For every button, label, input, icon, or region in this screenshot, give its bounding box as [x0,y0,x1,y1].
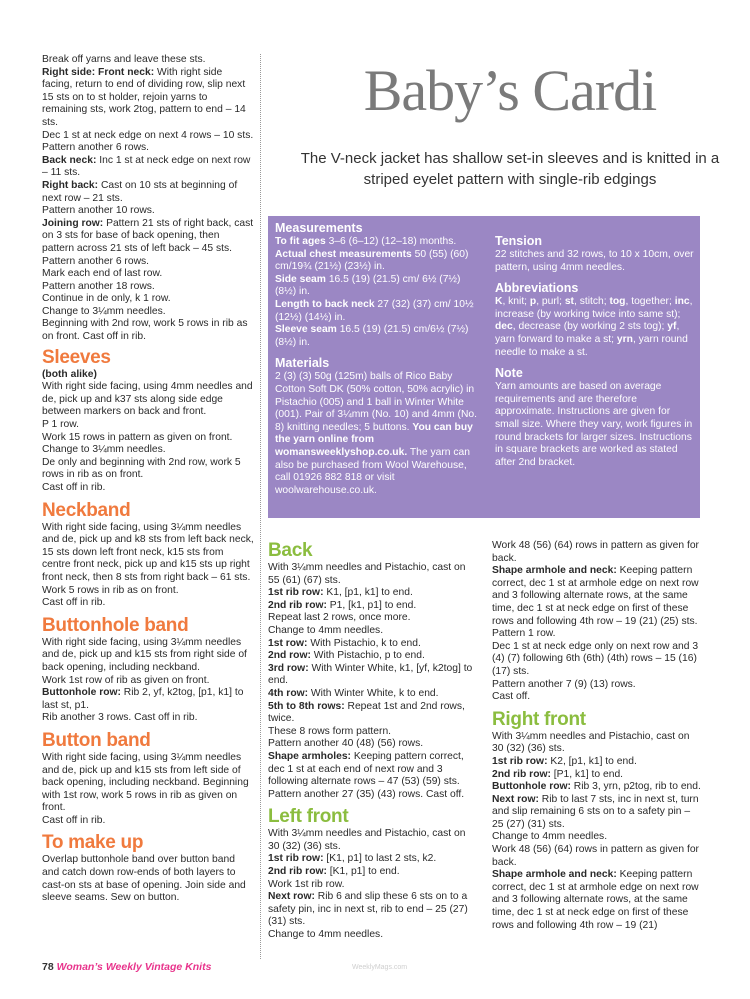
sleeves-heading: Sleeves [42,346,111,368]
paragraph: With right side facing, using 3¼mm needles and de, pick up and k15 sts from left side of back opening, including neckband. Beginning with 1st row, work 5 rows in rib as given on front. [42,751,249,814]
paragraph: Shape armhole and neck: Keeping pattern correct, dec 1 st at armhole edge on next row and 3 following alternate rows, at the same time, dec 1 st at neck edge on first of these rows and following 4th row – 19 (21) [492,869,699,931]
sleeves-subheading: (both alike) [42,368,97,380]
paragraph: Pattern another 10 rows. [42,205,155,217]
paragraph: 5th to 8th rows: Repeat 1st and 2nd rows, twice. [268,700,465,725]
paragraph: 3rd row: With Winter White, k1, [yf, k2tog] to end. [268,662,473,687]
left-front-continued-paragraphs [492,540,702,704]
paragraph: Mark each end of last row. [42,268,163,280]
paragraph: De only and beginning with 2nd row, work 5 rows in rib as on front. [42,456,241,481]
paragraph: Dec 1 st at neck edge only on next row and 3 (4) (7) following 6th (6th) (4th) rows – 15 (16) (17) sts. [492,640,699,677]
paragraph: Cast off in rib. [42,814,106,826]
paragraph: Pattern another 18 rows. [42,280,155,292]
paragraph: Cast off. [492,691,531,703]
paragraph: 4th row: With Winter White, k to end. [268,687,439,699]
abbreviations-paragraphs [495,296,695,359]
paragraph: With right side facing, using 3¼mm needles and de, pick up and k15 sts from right side of back opening, including neckband. [42,636,247,673]
button-band-heading: Button band [42,729,151,751]
left-front-heading: Left front [268,806,349,828]
page-subtitle: The V-neck jacket has shallow set-in sleeves and is knitted in a striped eyelet pattern with single-rib edgings [300,150,720,188]
paragraph: Length to back neck 27 (32) (37) cm/ 10½ (12½) (14½) in. [275,298,474,323]
make-up-paragraphs [42,854,254,904]
watermark: WeeklyMags.com [352,964,408,971]
paragraph: K, knit; p, purl; st, stitch; tog, together; inc, increase (by working twice into same st); dec, decrease (by working 2 sts tog); yf, yarn forward to make a st; yrn, yarn round needle to make a st. [495,296,693,358]
paragraph: With right side facing, using 4mm needles and de, pick up and k37 sts along side edge between markers on back and front. [42,381,253,418]
left-front-paragraphs [268,828,478,941]
paragraph: P 1 row. [42,419,80,431]
paragraph: Change to 3¼mm needles. [42,305,166,317]
paragraph: Yarn amounts are based on average requirements and are therefore approximate. Instructions are given for small size. Where they vary, work figures in round brackets for larger sizes. Instructions in square brackets are worked as stated after 2nd bracket. [495,381,693,468]
paragraph: 1st row: With Pistachio, k to end. [268,637,421,649]
page-title: Baby’s Cardi [363,58,657,123]
paragraph: 2nd rib row: [P1, k1] to end. [492,768,624,780]
paragraph: Back neck: Inc 1 st at neck edge on next row – 11 sts. [42,154,251,179]
paragraph: With 3¼mm needles and Pistachio, cast on 30 (32) (36) sts. [268,828,466,852]
paragraph: Pattern another 6 rows. [42,142,150,154]
column-divider [260,54,261,959]
back-paragraphs [268,562,478,801]
paragraph: Work 1st rib row. [268,878,345,890]
paragraph: With 3¼mm needles and Pistachio, cast on 55 (61) (67) sts. [268,562,466,586]
paragraph: Continue in de only, k 1 row. [42,293,171,305]
paragraph: Beginning with 2nd row, work 5 rows in rib as on front. Cast off in rib. [42,318,248,343]
paragraph: Next row: Rib 6 and slip these 6 sts on to a safety pin, inc in next st, rib to end – 25 (27) (31) sts. [268,891,468,928]
paragraph: Joining row: Pattern 21 sts of right back, cast on 3 sts for base of back opening, then pattern across 21 sts of left back – 45 sts. [42,217,254,254]
paragraph: Work 5 rows in rib as on front. [42,584,179,596]
make-up-heading: To make up [42,832,144,854]
paragraph: Shape armholes: Keeping pattern correct, dec 1 st at each end of next row and 3 following alternate rows – 47 (53) (59) sts. [268,750,464,788]
paragraph: 1st rib row: [K1, p1] to last 2 sts, k2. [268,853,437,865]
paragraph: Next row: Rib to last 7 sts, inc in next st, turn and slip remaining 6 sts on to a safety pin – 25 (27) (31) sts. [492,793,699,830]
note-heading: Note [495,366,523,381]
paragraph: Overlap buttonhole band over button band and catch down row-ends of both layers to cast-on sts at base of opening. Join side and sleeve seams. Sew on button. [42,854,246,904]
paragraph: Work 48 (56) (64) rows in pattern as given for back. [492,844,699,868]
abbreviations-heading: Abbreviations [495,281,579,296]
sleeves-paragraphs [42,381,254,494]
paragraph: These 8 rows form pattern. [268,725,392,737]
paragraph: Pattern another 27 (35) (43) rows. Cast off. [268,788,465,800]
paragraph: Actual chest measurements 50 (55) (60) cm/19¾ (21½) (23½) in. [275,248,469,273]
paragraph: 1st rib row: K2, [p1, k1] to end. [492,755,637,767]
column-4 [492,540,702,932]
paragraph: Work 15 rows in pattern as given on front. [42,431,233,443]
buttonhole-band-heading: Buttonhole band [42,614,189,636]
tension-heading: Tension [495,234,542,248]
paragraph: Buttonhole row: Rib 3, yrn, p2tog, rib to end. [492,781,701,793]
materials-paragraphs [275,371,480,497]
paragraph: Pattern another 6 rows. [42,255,150,267]
paragraph: To fit ages 3–6 (6–12) (12–18) months. [275,236,457,247]
paragraph: 1st rib row: K1, [p1, k1] to end. [268,587,413,599]
paragraph: Pattern another 40 (48) (56) rows. [268,738,424,750]
info-left-column [275,221,480,497]
paragraph: Sleeve seam 16.5 (19) (21.5) cm/6½ (7½) (8½) in. [275,324,469,348]
column-1 [42,54,254,905]
paragraph: 2 (3) (3) 50g (125m) balls of Rico Baby Cotton Soft DK (50% cotton, 50% acrylic) in Pistachio (005) and 1 ball in Winter White (001). Pair of 3¼mm (No. 10) and 4mm (No. 8) knitting needles; 5 buttons. You can buy the yarn online from womansweeklyshop.co.uk. The yarn can also be purchased from Wool Warehouse, call 01926 882 818 or visit woolwarehouse.co.uk. [275,371,478,496]
note-paragraphs [495,381,695,469]
back-heading: Back [268,540,313,561]
materials-heading: Materials [275,356,330,371]
paragraph: Right side: Front neck: With right side facing, return to end of dividing row, slip next 15 sts on to st holder, rejoin yarns to remaining sts, work 2tog, pattern to end – 14 sts. [42,66,246,128]
paragraph: Dec 1 st at neck edge on next 4 rows – 10 sts. [42,129,254,141]
paragraph: 22 stitches and 32 rows, to 10 x 10cm, over pattern, using 4mm needles. [495,249,694,273]
paragraph: 2nd rib row: [K1, p1] to end. [268,866,400,878]
paragraph: Shape armhole and neck: Keeping pattern correct, dec 1 st at armhole edge on next row and 3 following alternate rows, at the same time, dec 1 st at neck edge on first of these rows and following 4th row – 19 (21) (25) sts. Pattern 1 row. [492,565,699,640]
publication-name: Woman’s Weekly Vintage Knits [56,961,212,973]
paragraph: Buttonhole row: Rib 2, yf, k2tog, [p1, k1] to last st, p1. [42,687,244,711]
paragraph: Side seam 16.5 (19) (21.5) cm/ 6½ (7½) (8½) in. [275,273,461,298]
neckband-heading: Neckband [42,499,131,521]
right-front-heading: Right front [492,708,586,730]
paragraph: With right side facing, using 3¼mm needles and de, pick up and k8 sts from left back neck, 15 sts down left front neck, k15 sts from centre front neck, pick up and k15 sts up right front neck, then 8 sts from right back – 61 sts. [42,521,254,583]
buttonhole-band-paragraphs [42,637,254,725]
info-right-column [495,234,695,469]
paragraph: Right back: Cast on 10 sts at beginning of next row – 21 sts. [42,179,238,204]
neckband-paragraphs [42,522,254,610]
intro-paragraphs [42,54,254,344]
button-band-paragraphs [42,752,254,828]
paragraph: Change to 4mm needles. [268,624,384,636]
paragraph: 2nd row: With Pistachio, p to end. [268,650,425,662]
paragraph: Cast off in rib. [42,482,106,493]
paragraph: With 3¼mm needles and Pistachio, cast on 30 (32) (36) sts. [492,730,690,755]
right-front-paragraphs [492,731,702,933]
paragraph: Change to 4mm needles. [492,831,608,843]
paragraph: Rib another 3 rows. Cast off in rib. [42,712,198,724]
paragraph: Change to 3¼mm needles. [42,444,166,456]
measurements-paragraphs [275,236,480,349]
page-footer [42,961,211,973]
paragraph: Repeat last 2 rows, once more. [268,612,411,624]
paragraph: Work 48 (56) (64) rows in pattern as given for back. [492,540,699,564]
column-3 [268,540,478,942]
paragraph: Work 1st row of rib as given on front. [42,674,210,686]
measurements-heading: Measurements [275,221,363,235]
paragraph: Change to 4mm needles. [268,929,384,941]
tension-paragraphs [495,249,695,274]
info-box [268,216,700,518]
paragraph: Cast off in rib. [42,597,106,609]
paragraph: Break off yarns and leave these sts. [42,54,206,65]
paragraph: Pattern another 7 (9) (13) rows. [492,678,636,690]
page-number: 78 [42,961,54,973]
paragraph: 2nd rib row: P1, [k1, p1] to end. [268,599,417,611]
